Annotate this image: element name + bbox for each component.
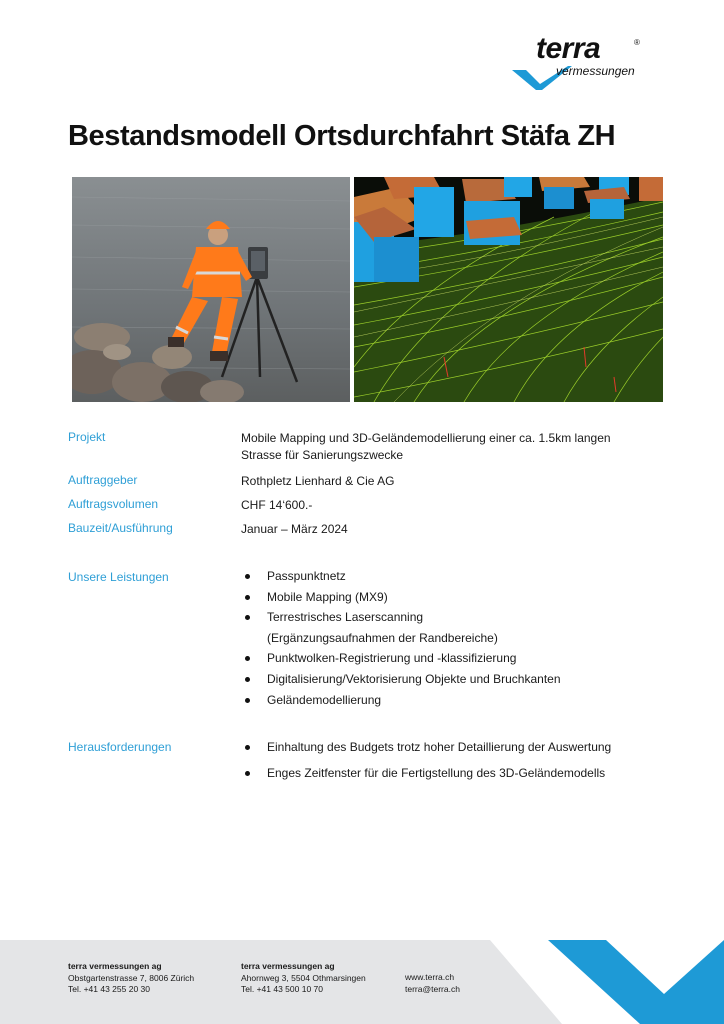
challenges-list [241,737,611,783]
volume-label: Auftragsvolumen [68,497,159,511]
services-list [241,566,561,710]
list-item: Geländemodellierung [241,690,561,711]
project-line-1: Mobile Mapping und 3D-Geländemodellierung einer ca. 1.5km langen [241,431,611,445]
footer-phone: Tel. +41 43 500 10 70 [241,984,323,994]
footer-address: Obstgartenstrasse 7, 8006 Zürich [68,972,195,983]
company-logo [512,32,662,96]
logo-wordmark: terra [536,32,601,65]
bullet-icon [245,745,250,750]
footer-email-link[interactable]: terra@terra.ch [405,983,460,994]
client-value: Rothpletz Lienhard & Cie AG [241,474,395,488]
period-value: Januar – März 2024 [241,522,348,536]
project-label: Projekt [68,430,106,444]
footer-company-name: terra vermessungen ag [68,961,162,971]
project-line-2: Strasse für Sanierungszwecke [241,448,404,462]
footer-office-othmarsingen [241,961,366,996]
footer-office-zurich [68,961,194,996]
footer-contact [405,972,460,995]
logo-registered-mark: ® [634,38,640,47]
list-item: Mobile Mapping (MX9) [241,587,561,608]
bullet-icon [245,771,250,776]
logo-subtitle: vermessungen [556,64,635,78]
list-item: Digitalisierung/Vektorisierung Objekte und Bruchkanten [241,669,561,690]
list-item: Einhaltung des Budgets trotz hoher Detaillierung der Auswertung [241,737,611,758]
photo-surveyor [72,177,350,402]
bullet-icon [245,698,250,703]
bullet-icon [245,574,250,579]
bullet-icon [245,656,250,661]
period-label: Bauzeit/Ausführung [68,521,173,535]
footer-phone: Tel. +41 43 255 20 30 [68,984,150,994]
footer-address: Ahornweg 3, 5504 Othmarsingen [241,972,366,983]
list-item: Passpunktnetz [241,566,561,587]
services-label: Unsere Leistungen [68,570,169,584]
footer-website-link[interactable]: www.terra.ch [405,972,455,982]
list-item: Punktwolken-Registrierung und -klassifizierung [241,648,561,669]
list-item: Enges Zeitfenster für die Fertigstellung des 3D-Geländemodells [241,763,611,784]
volume-value: CHF 14‘600.- [241,498,313,512]
challenges-label: Herausforderungen [68,740,172,754]
bullet-icon [245,677,250,682]
client-label: Auftraggeber [68,473,138,487]
list-item: Terrestrisches Laserscanning [241,607,561,628]
footer-company-name: terra vermessungen ag [241,961,335,971]
page-title: Bestandsmodell Ortsdurchfahrt Stäfa ZH [68,120,616,152]
bullet-icon [245,595,250,600]
list-item-continuation: (Ergänzungsaufnahmen der Randbereiche) [267,630,498,645]
bullet-icon [245,615,250,620]
image-3d-terrain-model [354,177,663,402]
